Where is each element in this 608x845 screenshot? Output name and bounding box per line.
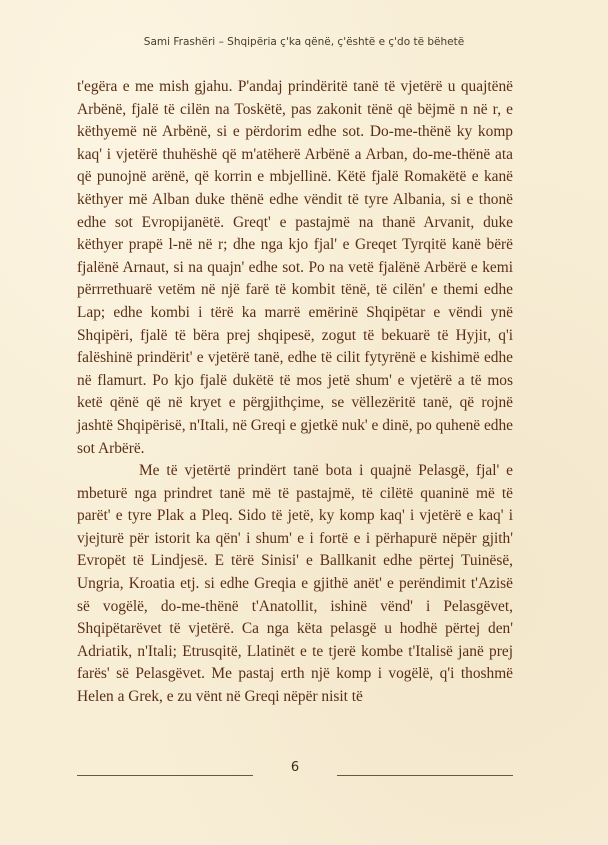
page-footer <box>77 760 513 780</box>
paragraph: Me të vjetërtë prindërt tanë bota i quajnë Pelasgë, fjal' e mbeturë nga prindret tanë më të pastajmë, të cilëtë quaninë më të parët' e tyre Plak a Pleq. Sido të jetë, ky komp kaq' i vjetërë e kaq' i vjejturë për istorit ka qën' i shum' e i fortë e i përhapurë nëpër gjith' Evropët të Lindjesë. E tërë Sinisi' e Ballkanit edhe përtej Tuinësë, Ungria, Kroatia etj. si edhe Greqia e gjithë anët' e perëndimit t'Azisë së vogëlë, do-me-thënë t'Anatollit, ishinë vënd' i Pelasgëvet, Shqipëtarëvet të vjetërë. Ca nga këta pelasgë u hodhë përtej den' Adriatik, n'Itali; Etrusqitë, Llatinët e te tjerë kombe t'Italisë janë prej farës' së Pelasgëvet. Me pastaj erth një komp i vogëlë, q'i thoshmë Helen a Grek, e zu vënt në Greqi nëpër nisit të <box>77 462 513 706</box>
page-number: 6 <box>290 760 300 775</box>
footer-rule-right <box>337 775 513 776</box>
running-header: Sami Frashëri – Shqipëria ç'ka qënë, ç'është e ç'do të bëhetë <box>143 36 465 48</box>
paragraph: t'egëra e me mish gjahu. P'andaj prindëritë tanë të vjetërë u quajtënë Arbënë, fjalë të cilën na Toskëtë, pas zakonit tënë që bëjmë n në r, e këthyemë në Arbënë, si e përdorim edhe sot. Do-me-thënë ky komp kaq' i vjetërë thuhëshë që m'atëherë Arbënë a Arban, do-me-thënë ata që punojnë arënë, që korrin e mbjellinë. Këtë fjalë Romakëtë e kanë këthyer më Alban duke thënë edhe vëndit të tyre Albania, si e thonë edhe sot Evropijanëtë. Greqt' e pastajmë na thanë Arvanit, duke këthyer prapë l-në në r; dhe nga kjo fjal' e Greqet Tyrqitë kanë bërë fjalënë Arnaut, si na quajn' edhe sot. Po na vetë fjalënë Arbërë e kemi përrrethuarë vetëm në një farë të kombit tënë, të cilën' e themi edhe Lap; edhe kombi i tërë ka marrë emërinë Shqipëtar e vëndi ynë Shqipëri, fjalë të bëra prej shqipesë, zogut të bekuarë të Hyjit, q'i falëshinë prindërit' e vjetërë tanë, edhe të cilit fytyrënë e kishimë edhe në flamurt. Po kjo fjalë dukëtë të mos jetë shum' e vjetërë a të mos ketë qënë që në kryet e përgjithçime, se vëllezëritë tanë, që rojnë jashtë Shqipërisë, n'Itali, në Greqi e gjetkë nuk' e dinë, po quhenë edhe sot Arbërë. <box>77 78 513 457</box>
body-text <box>77 76 513 709</box>
footer-rule-left <box>77 775 253 776</box>
